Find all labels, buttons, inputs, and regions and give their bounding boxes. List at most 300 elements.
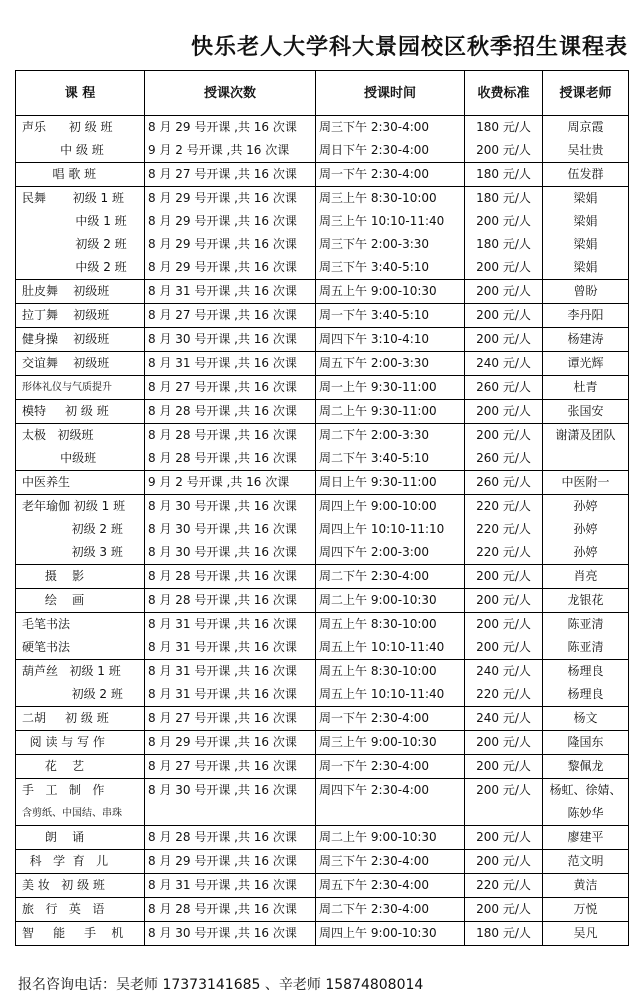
- course-table: [15, 70, 629, 946]
- sessions-line: 8 月 28 号开课 ,共 16 次课: [148, 569, 297, 583]
- table-row: [16, 352, 629, 376]
- time-cell: [316, 707, 465, 731]
- header-sessions: 授课次数: [145, 71, 316, 116]
- fee-line: 180 元/人: [476, 237, 531, 251]
- time-cell: [316, 922, 465, 946]
- course-cell: [16, 471, 145, 495]
- time-cell: [316, 304, 465, 328]
- sessions-line: 8 月 31 号开课 ,共 16 次课: [148, 284, 297, 298]
- teacher-line: 杨建涛: [567, 332, 604, 346]
- fee-line: 200 元/人: [476, 284, 531, 298]
- fee-cell: [465, 874, 543, 898]
- fee-cell: [465, 731, 543, 755]
- sessions-line: 8 月 28 号开课 ,共 16 次课: [148, 830, 297, 844]
- course-cell: [16, 589, 145, 613]
- time-line: 周二下午 3:40-5:10: [319, 451, 430, 465]
- fee-cell: [465, 328, 543, 352]
- sessions-line: 8 月 29 号开课 ,共 16 次课: [148, 237, 297, 251]
- table-row: [16, 826, 629, 850]
- sessions-line: [148, 802, 312, 825]
- sessions-line: 8 月 29 号开课 ,共 16 次课: [148, 191, 297, 205]
- sessions-cell: [145, 400, 316, 424]
- teacher-cell: [543, 826, 629, 850]
- table-row: [16, 116, 629, 163]
- sessions-line: 8 月 28 号开课 ,共 16 次课: [148, 428, 297, 442]
- teacher-line: 周京霞: [567, 120, 604, 134]
- teacher-line: 陈妙华: [567, 806, 604, 820]
- time-line: 周三上午 10:10-11:40: [319, 214, 445, 228]
- sessions-cell: [145, 304, 316, 328]
- time-cell: [316, 565, 465, 589]
- course-line: 拉丁舞 初级班: [22, 308, 110, 322]
- time-cell: [316, 376, 465, 400]
- time-cell: [316, 187, 465, 280]
- table-row: [16, 400, 629, 424]
- teacher-line: 梁娟: [573, 191, 598, 205]
- time-cell: [316, 328, 465, 352]
- teacher-line: 谭光辉: [567, 356, 604, 370]
- table-row: [16, 707, 629, 731]
- fee-cell: [465, 850, 543, 874]
- time-line: 周三下午 2:30-4:00: [319, 854, 430, 868]
- course-line: 二胡 初 级 班: [22, 711, 109, 725]
- table-body: [16, 116, 629, 946]
- time-line: 周四下午 2:00-3:00: [319, 545, 430, 559]
- course-line: 智 能 手 机: [22, 926, 124, 940]
- sessions-line: 8 月 31 号开课 ,共 16 次课: [148, 878, 297, 892]
- course-line: 唱 歌 班: [22, 167, 97, 181]
- table-row: [16, 589, 629, 613]
- course-line: 形体礼仪与气质提升: [22, 382, 112, 393]
- teacher-cell: [543, 424, 629, 471]
- course-line: 中级 2 班: [22, 260, 127, 274]
- fee-cell: [465, 779, 543, 826]
- teacher-line: 隆国东: [567, 735, 604, 749]
- table-row: [16, 779, 629, 826]
- time-cell: [316, 471, 465, 495]
- course-cell: [16, 495, 145, 565]
- time-cell: [316, 850, 465, 874]
- sessions-line: 8 月 31 号开课 ,共 16 次课: [148, 356, 297, 370]
- course-line: 科 学 育 儿: [22, 854, 109, 868]
- course-cell: [16, 424, 145, 471]
- table-header-row: [16, 71, 629, 116]
- time-line: 周二上午 9:30-11:00: [319, 404, 437, 418]
- fee-cell: [465, 116, 543, 163]
- teacher-line: 杨文: [573, 711, 598, 725]
- time-line: 周三上午 9:00-10:30: [319, 735, 437, 749]
- sessions-cell: [145, 328, 316, 352]
- teacher-cell: [543, 495, 629, 565]
- course-cell: [16, 660, 145, 707]
- sessions-cell: [145, 731, 316, 755]
- teacher-cell: [543, 163, 629, 187]
- header-teacher: 授课老师: [543, 71, 629, 116]
- fee-cell: [465, 304, 543, 328]
- sessions-cell: [145, 471, 316, 495]
- time-line: 周一下午 2:30-4:00: [319, 759, 430, 773]
- course-cell: [16, 400, 145, 424]
- course-cell: [16, 826, 145, 850]
- fee-line: 200 元/人: [476, 640, 531, 654]
- teacher-line: 万悦: [573, 902, 598, 916]
- course-line: 旅 行 英 语: [22, 902, 105, 916]
- teacher-line: 孙婷: [573, 522, 598, 536]
- teacher-cell: [543, 116, 629, 163]
- sessions-line: 8 月 31 号开课 ,共 16 次课: [148, 640, 297, 654]
- fee-cell: [465, 565, 543, 589]
- teacher-cell: [543, 376, 629, 400]
- teacher-cell: [543, 352, 629, 376]
- teacher-cell: [543, 304, 629, 328]
- course-line: 绘 画: [22, 593, 85, 607]
- time-line: 周三上午 8:30-10:00: [319, 191, 437, 205]
- time-cell: [316, 352, 465, 376]
- fee-line: 180 元/人: [476, 167, 531, 181]
- sessions-line: 8 月 27 号开课 ,共 16 次课: [148, 759, 297, 773]
- sessions-line: 8 月 30 号开课 ,共 16 次课: [148, 783, 297, 797]
- header-course: 课 程: [16, 71, 145, 116]
- sessions-line: 8 月 29 号开课 ,共 16 次课: [148, 735, 297, 749]
- teacher-cell: [543, 471, 629, 495]
- course-cell: [16, 187, 145, 280]
- table-row: [16, 731, 629, 755]
- time-line: 周日上午 9:30-11:00: [319, 475, 437, 489]
- teacher-line: 黎佩龙: [567, 759, 604, 773]
- teacher-line: 伍发群: [567, 167, 604, 181]
- fee-cell: [465, 280, 543, 304]
- fee-line: 220 元/人: [476, 522, 531, 536]
- sessions-cell: [145, 826, 316, 850]
- course-line: 声乐 初 级 班: [22, 120, 113, 134]
- teacher-cell: [543, 898, 629, 922]
- time-line: 周一下午 2:30-4:00: [319, 167, 430, 181]
- time-line: 周三下午 2:30-4:00: [319, 120, 430, 134]
- fee-cell: [465, 898, 543, 922]
- teacher-line: 孙婷: [573, 499, 598, 513]
- course-line: 老年瑜伽 初级 1 班: [22, 499, 126, 513]
- fee-line: 200 元/人: [476, 214, 531, 228]
- time-line: 周五下午 2:00-3:30: [319, 356, 430, 370]
- table-row: [16, 874, 629, 898]
- sessions-line: 8 月 29 号开课 ,共 16 次课: [148, 854, 297, 868]
- teacher-cell: [543, 613, 629, 660]
- teacher-cell: [543, 589, 629, 613]
- sessions-line: 9 月 2 号开课 ,共 16 次课: [148, 475, 290, 489]
- course-line: 毛笔书法: [22, 617, 71, 631]
- sessions-cell: [145, 898, 316, 922]
- fee-line: 200 元/人: [476, 569, 531, 583]
- sessions-line: 8 月 27 号开课 ,共 16 次课: [148, 308, 297, 322]
- course-line: 初级 3 班: [22, 545, 123, 559]
- time-line: 周二下午 2:30-4:00: [319, 569, 430, 583]
- teacher-cell: [543, 565, 629, 589]
- sessions-cell: [145, 376, 316, 400]
- sessions-cell: [145, 779, 316, 826]
- teacher-line: 吴壮贵: [567, 143, 604, 157]
- table-row: [16, 613, 629, 660]
- time-cell: [316, 613, 465, 660]
- time-line: 周四上午 9:00-10:30: [319, 926, 437, 940]
- time-line: 周二上午 9:00-10:30: [319, 593, 437, 607]
- fee-line: 200 元/人: [476, 428, 531, 442]
- sessions-cell: [145, 280, 316, 304]
- table-row: [16, 565, 629, 589]
- time-line: 周二下午 2:30-4:00: [319, 902, 430, 916]
- teacher-line: 杨虹、徐婧、: [549, 783, 622, 797]
- course-line: 中级班: [22, 451, 97, 465]
- course-line: 葫芦丝 初级 1 班: [22, 664, 121, 678]
- time-line: 周五上午 10:10-11:40: [319, 687, 445, 701]
- fee-cell: [465, 755, 543, 779]
- table-row: [16, 471, 629, 495]
- time-line: 周四下午 2:30-4:00: [319, 783, 430, 797]
- course-cell: [16, 163, 145, 187]
- fee-line: 200 元/人: [476, 617, 531, 631]
- fee-cell: [465, 826, 543, 850]
- fee-line: 260 元/人: [476, 380, 531, 394]
- sessions-line: 8 月 30 号开课 ,共 16 次课: [148, 522, 297, 536]
- course-line: 健身操 初级班: [22, 332, 110, 346]
- sessions-line: 8 月 30 号开课 ,共 16 次课: [148, 332, 297, 346]
- time-line: 周日下午 2:30-4:00: [319, 143, 430, 157]
- teacher-cell: [543, 660, 629, 707]
- time-cell: [316, 495, 465, 565]
- time-cell: [316, 755, 465, 779]
- course-line: 民舞 初级 1 班: [22, 191, 124, 205]
- course-cell: [16, 779, 145, 826]
- teacher-cell: [543, 280, 629, 304]
- teacher-line: 吴凡: [573, 926, 598, 940]
- fee-cell: [465, 613, 543, 660]
- course-cell: [16, 565, 145, 589]
- teacher-line: 谢潇及团队: [555, 428, 616, 442]
- fee-line: 200 元/人: [476, 593, 531, 607]
- page-title: 快乐老人大学科大景园校区秋季招生课程表: [190, 35, 628, 60]
- time-line: 周一上午 9:30-11:00: [319, 380, 437, 394]
- sessions-line: 8 月 28 号开课 ,共 16 次课: [148, 451, 297, 465]
- course-cell: [16, 352, 145, 376]
- course-line: 交谊舞 初级班: [22, 356, 110, 370]
- fee-line: 220 元/人: [476, 687, 531, 701]
- header-time: 授课时间: [316, 71, 465, 116]
- teacher-cell: [543, 731, 629, 755]
- table-row: [16, 922, 629, 946]
- course-line: 肚皮舞 初级班: [22, 284, 110, 298]
- fee-cell: [465, 495, 543, 565]
- sessions-cell: [145, 755, 316, 779]
- sessions-cell: [145, 565, 316, 589]
- time-line: 周一下午 3:40-5:10: [319, 308, 430, 322]
- table-row: [16, 328, 629, 352]
- course-line: 模特 初 级 班: [22, 404, 109, 418]
- sessions-cell: [145, 187, 316, 280]
- table-row: [16, 187, 629, 280]
- table-row: [16, 850, 629, 874]
- course-cell: [16, 898, 145, 922]
- fee-cell: [465, 376, 543, 400]
- fee-cell: [465, 922, 543, 946]
- fee-cell: [465, 352, 543, 376]
- time-cell: [316, 826, 465, 850]
- time-cell: [316, 163, 465, 187]
- teacher-line: 廖建平: [567, 830, 604, 844]
- course-cell: [16, 874, 145, 898]
- course-line: 初级 2 班: [22, 687, 123, 701]
- teacher-line: 张国安: [567, 404, 604, 418]
- sessions-line: 8 月 29 号开课 ,共 16 次课: [148, 120, 297, 134]
- fee-line: 200 元/人: [476, 902, 531, 916]
- teacher-line: [546, 447, 625, 470]
- fee-line: 220 元/人: [476, 545, 531, 559]
- course-line: 手 工 制 作: [22, 783, 105, 797]
- teacher-cell: [543, 779, 629, 826]
- time-line: 周四上午 9:00-10:00: [319, 499, 437, 513]
- time-line: 周五上午 9:00-10:30: [319, 284, 437, 298]
- time-line: 周五上午 10:10-11:40: [319, 640, 445, 654]
- teacher-line: 陈亚清: [567, 617, 604, 631]
- fee-line: 200 元/人: [476, 260, 531, 274]
- sessions-line: 8 月 30 号开课 ,共 16 次课: [148, 499, 297, 513]
- teacher-line: 曾盼: [573, 284, 598, 298]
- teacher-line: 梁娟: [573, 214, 598, 228]
- teacher-line: 范文明: [567, 854, 604, 868]
- sessions-line: 8 月 31 号开课 ,共 16 次课: [148, 664, 297, 678]
- sessions-line: 8 月 28 号开课 ,共 16 次课: [148, 593, 297, 607]
- sessions-line: 8 月 27 号开课 ,共 16 次课: [148, 167, 297, 181]
- teacher-line: 孙婷: [573, 545, 598, 559]
- fee-line: 180 元/人: [476, 926, 531, 940]
- course-cell: [16, 304, 145, 328]
- teacher-cell: [543, 755, 629, 779]
- sessions-line: 8 月 31 号开课 ,共 16 次课: [148, 687, 297, 701]
- sessions-cell: [145, 850, 316, 874]
- sessions-line: 8 月 28 号开课 ,共 16 次课: [148, 404, 297, 418]
- sessions-cell: [145, 922, 316, 946]
- contact-info: 报名咨询电话：吴老师 17373141685 、辛老师 15874808014: [18, 977, 424, 993]
- teacher-line: 肖亮: [573, 569, 598, 583]
- fee-line: 200 元/人: [476, 332, 531, 346]
- fee-line: 180 元/人: [476, 120, 531, 134]
- fee-line: 240 元/人: [476, 664, 531, 678]
- sessions-line: 8 月 27 号开课 ,共 16 次课: [148, 711, 297, 725]
- fee-line: 220 元/人: [476, 878, 531, 892]
- table-row: [16, 163, 629, 187]
- time-cell: [316, 116, 465, 163]
- time-line: 周二下午 2:00-3:30: [319, 428, 430, 442]
- fee-line: 200 元/人: [476, 308, 531, 322]
- teacher-cell: [543, 328, 629, 352]
- course-cell: [16, 922, 145, 946]
- teacher-line: 梁娟: [573, 237, 598, 251]
- time-line: 周五下午 2:30-4:00: [319, 878, 430, 892]
- teacher-cell: [543, 187, 629, 280]
- sessions-line: 8 月 30 号开课 ,共 16 次课: [148, 926, 297, 940]
- fee-line: 260 元/人: [476, 451, 531, 465]
- sessions-line: 8 月 30 号开课 ,共 16 次课: [148, 545, 297, 559]
- table-row: [16, 755, 629, 779]
- course-line: 朗 诵: [22, 830, 85, 844]
- fee-line: 220 元/人: [476, 499, 531, 513]
- time-cell: [316, 660, 465, 707]
- course-line: 中 级 班: [22, 143, 104, 157]
- course-cell: [16, 707, 145, 731]
- teacher-line: 中医附一: [561, 475, 610, 489]
- fee-line: 260 元/人: [476, 475, 531, 489]
- time-cell: [316, 280, 465, 304]
- header-fee: 收费标准: [465, 71, 543, 116]
- sessions-cell: [145, 495, 316, 565]
- teacher-line: 梁娟: [573, 260, 598, 274]
- course-line: 中医养生: [22, 475, 71, 489]
- table-row: [16, 898, 629, 922]
- course-line: 太极 初级班: [22, 428, 94, 442]
- teacher-line: 龙银花: [567, 593, 604, 607]
- fee-line: 200 元/人: [476, 830, 531, 844]
- fee-line: 240 元/人: [476, 711, 531, 725]
- course-line: 摄 影: [22, 569, 85, 583]
- time-line: 周四上午 10:10-11:10: [319, 522, 445, 536]
- sessions-cell: [145, 352, 316, 376]
- sessions-line: 9 月 2 号开课 ,共 16 次课: [148, 143, 290, 157]
- fee-line: 200 元/人: [476, 143, 531, 157]
- time-cell: [316, 731, 465, 755]
- course-cell: [16, 376, 145, 400]
- time-cell: [316, 874, 465, 898]
- table-row: [16, 424, 629, 471]
- table-row: [16, 280, 629, 304]
- table-row: [16, 304, 629, 328]
- fee-line: 200 元/人: [476, 404, 531, 418]
- fee-cell: [465, 424, 543, 471]
- sessions-line: 8 月 28 号开课 ,共 16 次课: [148, 902, 297, 916]
- course-cell: [16, 116, 145, 163]
- fee-cell: [465, 660, 543, 707]
- sessions-cell: [145, 707, 316, 731]
- sessions-line: 8 月 27 号开课 ,共 16 次课: [148, 380, 297, 394]
- table-row: [16, 376, 629, 400]
- sessions-cell: [145, 163, 316, 187]
- time-line: 周五上午 8:30-10:00: [319, 617, 437, 631]
- time-line: 周五上午 8:30-10:00: [319, 664, 437, 678]
- teacher-cell: [543, 922, 629, 946]
- sessions-line: 8 月 29 号开课 ,共 16 次课: [148, 260, 297, 274]
- course-cell: [16, 755, 145, 779]
- fee-line: 200 元/人: [476, 854, 531, 868]
- teacher-cell: [543, 707, 629, 731]
- teacher-line: 陈亚清: [567, 640, 604, 654]
- sessions-cell: [145, 589, 316, 613]
- fee-line: [468, 802, 539, 825]
- teacher-line: 杨理良: [567, 664, 604, 678]
- teacher-line: 杨理良: [567, 687, 604, 701]
- time-line: 周三下午 2:00-3:30: [319, 237, 430, 251]
- time-line: [319, 802, 461, 825]
- fee-cell: [465, 163, 543, 187]
- course-line: 阅 读 与 写 作: [22, 735, 105, 749]
- table-row: [16, 495, 629, 565]
- time-cell: [316, 589, 465, 613]
- sessions-cell: [145, 660, 316, 707]
- time-cell: [316, 898, 465, 922]
- course-line: 中级 1 班: [22, 214, 127, 228]
- teacher-line: 李丹阳: [567, 308, 604, 322]
- time-line: 周二上午 9:00-10:30: [319, 830, 437, 844]
- fee-line: 200 元/人: [476, 735, 531, 749]
- fee-cell: [465, 400, 543, 424]
- table-row: [16, 660, 629, 707]
- teacher-cell: [543, 400, 629, 424]
